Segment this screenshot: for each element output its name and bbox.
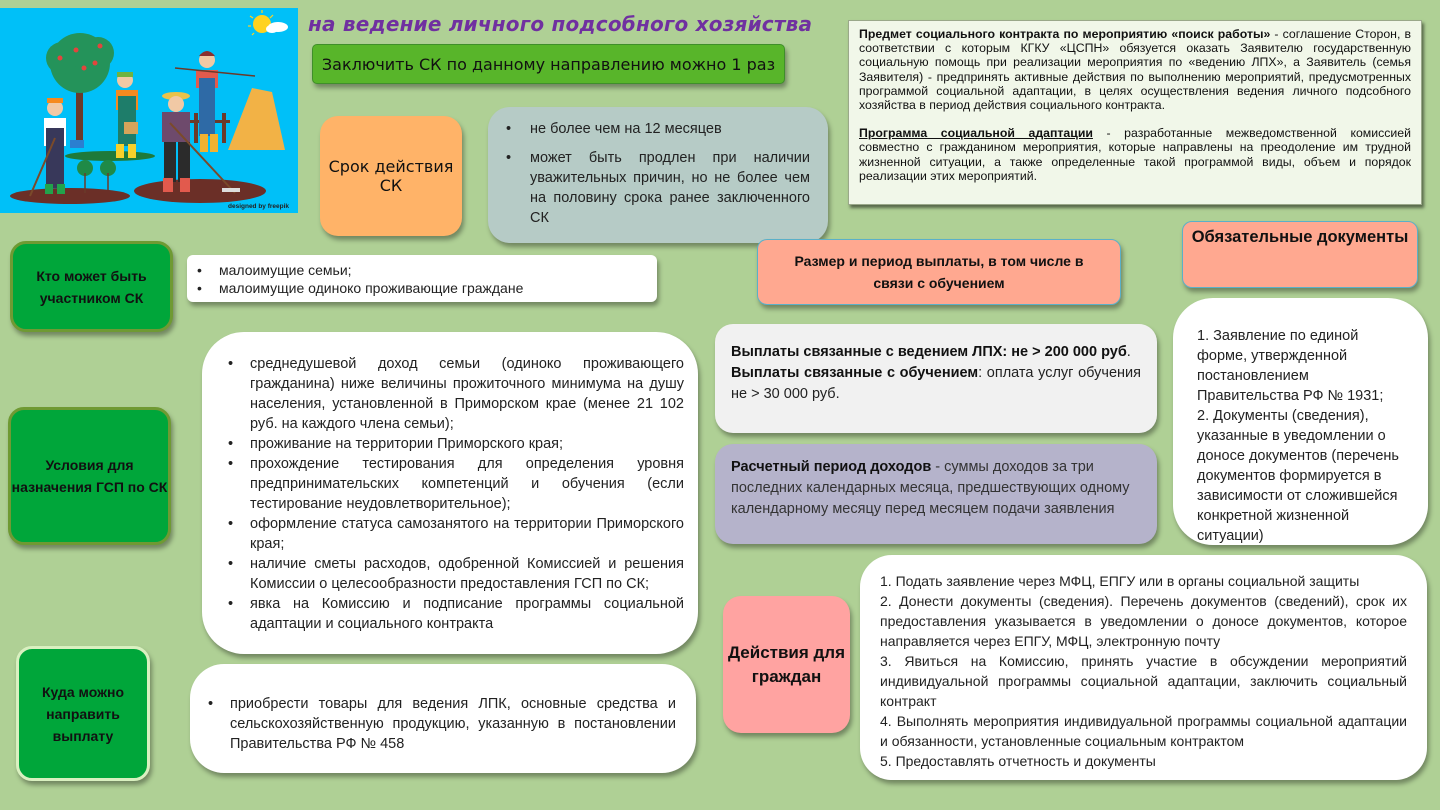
sun-icon [248,10,288,35]
program-term: Программа социальной адаптации [859,126,1093,141]
conditions-label: Условия для назначения ГСП по СК [8,407,171,545]
action-step: 4. Выполнять мероприятия индивидуальной программы социальной адаптации и обязанности, установленные социальным контрактом [880,713,1407,749]
conditions-list [202,332,698,654]
action-step: 5. Предоставлять отчетность и документы [880,753,1156,769]
contract-limit-banner: Заключить СК по данному направлению можно 1 раз [312,44,785,84]
participant-item: • малоимущие семьи; [193,261,647,279]
participants-list [187,255,657,302]
payment-size-details [715,324,1157,433]
farmer-1-icon [30,98,84,196]
document-item: 1. Заявление по единой форме, утвержденной постановлением Правительства РФ № 1931; [1197,328,1384,404]
program-definition [859,126,1411,183]
action-step: 2. Донести документы (сведения). Перечень документов (сведений), срок их предоставления указывается в уведомлении о доносе документов, которое направляется через ЕПГУ, МФЦ, электронную почту [880,593,1407,649]
documents-list [1173,298,1428,545]
action-step: 3. Явиться на Комиссию, принять участие в обсуждении мероприятий индивидуальной программы социальной адаптации, заключить социальный контракт [880,653,1407,709]
payment-use-label: Куда можно направить выплату [16,646,150,781]
payment-use-item: • приобрести товары для ведения ЛПК, основные средства и сельскохозяйственную продукцию, указанную в постановлении Правительства РФ № 458 [204,694,676,754]
farmer-2-icon [116,72,138,158]
term-item: • не более чем на 12 месяцев [502,119,810,139]
subject-term: Предмет социального контракта по мероприятию «поиск работы» [859,27,1271,41]
study-payment-text: : оплата услуг обучения не > 30 000 руб. [731,365,1141,402]
term-item: • может быть продлен при наличии уважительных причин, но не более чем на половину срока ранее заключенного СК [502,148,810,228]
participant-item: • малоимущие одиноко проживающие граждане [193,279,647,297]
program-text: - разработанные межведомственной комиссией совместно с гражданином мероприятия, которые направлены на преодоление им трудной жизненной ситуации, а также определенные такой программой виды, объем и порядок реализации этих мероприятий. [859,126,1411,183]
payment-size-label: Размер и период выплаты, в том числе в связи с обучением [757,239,1121,305]
income-period-text: - суммы доходов за три последних календарных месяца, предшествующих одному календарному месяцу перед месяцем подачи заявления [731,459,1130,517]
document-item: 2. Документы (сведения), указанные в уведомлении о доносе документов (перечень документов формируется в зависимости от сложившейся конкретной жизненной ситуации) [1197,408,1399,544]
condition-item: • наличие сметы расходов, одобренной Комиссией и решения Комиссии о целесообразности предоставления ГСП по СК; [224,554,684,594]
income-period-term: Расчетный период доходов [731,459,932,475]
illustration-credit: designed by freepik [228,203,290,210]
lph-payment-term: Выплаты связанные с ведением ЛПХ: не > 200 000 руб [731,344,1127,360]
income-period-box [715,444,1157,544]
action-step: 1. Подать заявление через МФЦ, ЕПГУ или в органы социальной защиты [880,573,1360,589]
farming-illustration [0,8,298,213]
actions-label: Действия для граждан [723,596,850,733]
participants-label: Кто может быть участником СК [10,241,173,332]
study-payment-term: Выплаты связанные с обучением [731,365,979,381]
actions-list [860,555,1427,780]
payment-use-list [190,664,696,773]
subject-text: - соглашение Сторон, в соответствии с которым КГКУ «ЦСПН» обязуется оказать Заявителю государственную социальную помощь при реализации мероприятия по «ведению ЛПХ», а Заявитель (семья Заявителя) - предпринять активные действия по выполнению мероприятий, предусмотренных программой социальной адаптации, в целях осуществления ведения личного подсобного хозяйства в период действия социального контракта. [859,27,1411,113]
lph-payment-tail: . [1126,344,1131,360]
condition-item: • прохождение тестирования для определения уровня предпринимательских компетенций и обучения (если тестирование неудовлетворительное); [224,454,684,514]
term-label: Срок действия СК [320,116,462,236]
condition-item: • среднедушевой доход семьи (одиноко проживающего гражданина) ниже величины прожиточного минимума на душу населения, установленной в Приморском крае (менее 21 102 руб. на каждого члена семьи); [224,354,684,434]
farmers-image [0,8,298,213]
condition-item: • оформление статуса самозанятого на территории Приморского края; [224,514,684,554]
condition-item: • проживание на территории Приморского края; [224,434,684,454]
study-payment [731,363,1141,405]
lph-payment [731,342,1141,363]
definitions-panel [848,20,1422,205]
condition-item: • явка на Комиссию и подписание программы социальной адаптации и социального контракта [224,594,684,634]
page-subtitle: на ведение личного подсобного хозяйства [308,12,813,36]
subject-definition [859,27,1411,112]
term-details [488,107,828,243]
documents-label: Обязательные документы [1182,221,1418,288]
